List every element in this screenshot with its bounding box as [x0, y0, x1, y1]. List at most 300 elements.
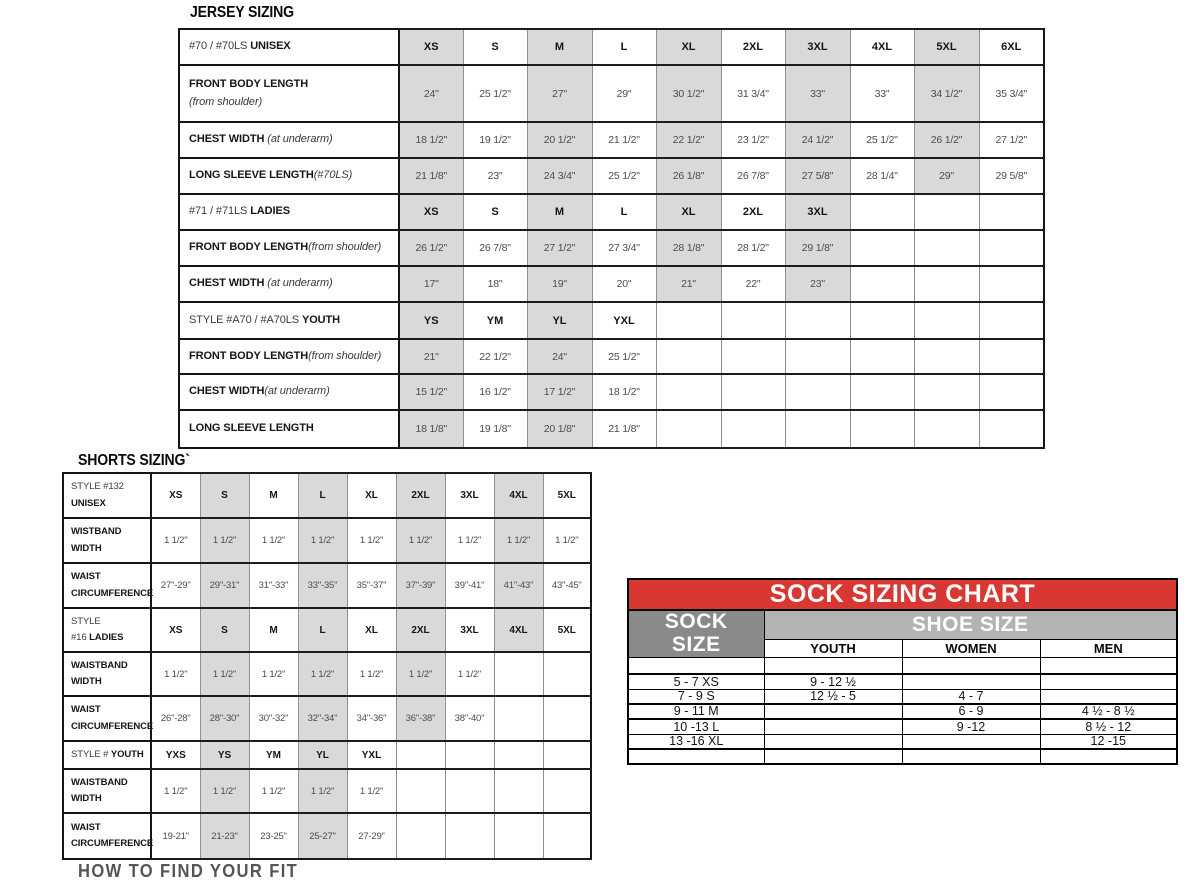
size-value-cell [543, 813, 591, 859]
sock-cell [764, 734, 902, 749]
size-value-cell [494, 813, 543, 859]
size-value-cell: 17 1/2" [527, 374, 592, 410]
size-value-cell: 43"-45" [543, 563, 591, 608]
label-text: CHEST WIDTH [189, 277, 268, 290]
size-header-cell: YM [463, 302, 527, 339]
table-row [63, 696, 591, 741]
size-value-cell: 18 1/8" [399, 410, 463, 448]
size-value-cell [396, 769, 445, 813]
size-value-cell [445, 769, 494, 813]
size-header-cell: M [249, 473, 298, 518]
size-value-cell: 31 3/4" [721, 65, 785, 122]
size-value-cell: 28 1/2" [721, 230, 785, 266]
jersey-sizing-table [178, 28, 1045, 449]
sock-row [628, 734, 1177, 749]
size-value-cell: 27 5/8" [785, 158, 850, 194]
row-label-cell [179, 266, 399, 302]
size-value-cell: 34 1/2" [914, 65, 979, 122]
size-value-cell: 22 1/2" [656, 122, 721, 158]
size-header-cell: 2XL [721, 29, 785, 65]
size-value-cell: 20" [592, 266, 656, 302]
label-text: UNISEX [71, 497, 106, 509]
label-text: LONG SLEEVE LENGTH [189, 169, 314, 182]
size-header-cell: 4XL [494, 608, 543, 652]
size-value-cell: 19 1/8" [463, 410, 527, 448]
size-value-cell: 35"-37" [347, 563, 396, 608]
size-value-cell: 28 1/8" [656, 230, 721, 266]
table-row [63, 518, 591, 563]
row-label-cell [63, 518, 151, 563]
row-label-cell [179, 122, 399, 158]
sock-cell: 9 -12 [902, 719, 1040, 734]
size-header-cell: YS [200, 741, 249, 769]
row-label-cell [63, 741, 151, 769]
size-header-cell: M [527, 194, 592, 230]
size-value-cell [785, 374, 850, 410]
size-header-cell [721, 302, 785, 339]
sock-row [628, 719, 1177, 734]
size-header-cell: 2XL [396, 473, 445, 518]
jersey-sizing-title: JERSEY SIZING [190, 4, 294, 21]
sock-cell: 7 - 9 S [628, 689, 764, 704]
sock-chart-title: SOCK SIZING CHART [628, 579, 1177, 610]
label-text: (at underarm) [264, 385, 330, 398]
size-header-cell: 5XL [914, 29, 979, 65]
size-value-cell: 1 1/2" [445, 518, 494, 563]
size-value-cell: 27 3/4" [592, 230, 656, 266]
label-text: CHEST WIDTH [189, 133, 268, 146]
size-value-cell: 29" [914, 158, 979, 194]
size-value-cell [914, 266, 979, 302]
sock-cell [902, 657, 1040, 674]
size-value-cell [656, 410, 721, 448]
size-value-cell: 1 1/2" [445, 652, 494, 696]
size-header-cell: 3XL [785, 194, 850, 230]
size-header-cell: 5XL [543, 608, 591, 652]
label-text: WAISTBAND [71, 659, 128, 671]
size-value-cell: 26 7/8" [463, 230, 527, 266]
size-value-cell: 22" [721, 266, 785, 302]
table-row [63, 473, 591, 518]
label-text: CIRCUMFERENCE [71, 587, 154, 599]
size-value-cell: 33" [785, 65, 850, 122]
size-value-cell: 24" [527, 339, 592, 374]
size-header-cell: XL [347, 473, 396, 518]
size-value-cell: 25 1/2" [463, 65, 527, 122]
size-value-cell: 1 1/2" [151, 769, 200, 813]
sock-cell [764, 719, 902, 734]
label-text: STYLE #132 [71, 481, 124, 493]
size-header-cell: L [592, 194, 656, 230]
size-header-cell: YXL [592, 302, 656, 339]
size-header-cell: 6XL [979, 29, 1044, 65]
size-value-cell: 25 1/2" [850, 122, 914, 158]
table-row [63, 741, 591, 769]
size-header-cell: L [298, 608, 347, 652]
size-header-cell [656, 302, 721, 339]
label-text: LADIES [250, 205, 290, 218]
size-value-cell: 19" [527, 266, 592, 302]
table-row [179, 29, 1044, 65]
size-value-cell: 23-25" [249, 813, 298, 859]
size-header-cell: 2XL [721, 194, 785, 230]
row-label-cell [63, 813, 154, 859]
table-row [179, 339, 1044, 374]
size-header-cell [543, 741, 591, 769]
size-header-cell: S [463, 29, 527, 65]
size-value-cell [445, 813, 494, 859]
size-value-cell: 30"-32" [249, 696, 298, 741]
label-text: (#70LS) [313, 169, 353, 182]
size-value-cell: 27-29" [347, 813, 396, 859]
table-row [63, 769, 591, 813]
row-label-cell [179, 339, 399, 374]
sock-size-line1: SOCK [664, 610, 728, 634]
size-value-cell: 35 3/4" [979, 65, 1044, 122]
size-value-cell: 26 1/8" [656, 158, 721, 194]
size-value-cell [979, 374, 1044, 410]
size-header-cell: XL [656, 29, 721, 65]
label-text: WAISTBAND [71, 776, 128, 788]
table-row [179, 65, 1044, 122]
size-value-cell: 25-27" [298, 813, 347, 859]
sock-cell: 9 - 11 M [628, 704, 764, 719]
sock-cell [764, 657, 902, 674]
size-header-cell: YL [527, 302, 592, 339]
size-header-cell: XS [399, 29, 463, 65]
size-value-cell [914, 230, 979, 266]
size-value-cell: 30 1/2" [656, 65, 721, 122]
size-header-cell: 2XL [396, 608, 445, 652]
size-value-cell: 22 1/2" [463, 339, 527, 374]
table-row [63, 813, 591, 859]
size-value-cell: 37"-39" [396, 563, 445, 608]
size-header-cell [494, 741, 543, 769]
label-text: WAIST [71, 821, 101, 833]
size-value-cell: 27" [527, 65, 592, 122]
size-value-cell: 38"-40" [445, 696, 494, 741]
size-value-cell: 23" [463, 158, 527, 194]
size-header-cell: 4XL [850, 29, 914, 65]
size-value-cell [721, 339, 785, 374]
label-text: LONG SLEEVE LENGTH [189, 422, 314, 435]
size-value-cell: 29 1/8" [785, 230, 850, 266]
sock-cell [764, 749, 902, 764]
sock-cell [1040, 674, 1177, 689]
size-value-cell [979, 410, 1044, 448]
row-label-cell [63, 473, 151, 518]
row-label-cell [63, 563, 154, 608]
size-value-cell: 34"-36" [347, 696, 396, 741]
size-value-cell [979, 339, 1044, 374]
row-label-cell [179, 29, 399, 65]
size-value-cell [721, 374, 785, 410]
shorts-sizing-title: SHORTS SIZING` [78, 452, 190, 469]
sock-cell [1040, 749, 1177, 764]
size-value-cell: 1 1/2" [396, 518, 445, 563]
sock-cell: 8 ½ - 12 [1040, 719, 1177, 734]
size-value-cell: 1 1/2" [494, 518, 543, 563]
size-value-cell: 18 1/2" [399, 122, 463, 158]
label-text: WISTBAND [71, 526, 122, 538]
size-value-cell: 21 1/2" [592, 122, 656, 158]
label-text: FRONT BODY LENGTH [189, 241, 309, 254]
size-value-cell: 1 1/2" [347, 652, 396, 696]
size-value-cell [979, 230, 1044, 266]
label-text: (from shoulder) [189, 95, 263, 108]
sock-cell [1040, 689, 1177, 704]
sock-cell [628, 749, 764, 764]
size-value-cell: 19-21" [151, 813, 200, 859]
row-label-cell [179, 374, 399, 410]
size-header-cell: XS [151, 608, 200, 652]
size-header-cell: L [298, 473, 347, 518]
size-value-cell: 28"-30" [200, 696, 249, 741]
size-value-cell [396, 813, 445, 859]
row-label-cell [179, 158, 399, 194]
size-value-cell [656, 374, 721, 410]
size-value-cell [914, 374, 979, 410]
size-value-cell: 26 7/8" [721, 158, 785, 194]
size-value-cell: 36"-38" [396, 696, 445, 741]
size-value-cell: 24 1/2" [785, 122, 850, 158]
label-text: STYLE # [71, 748, 111, 760]
size-value-cell [914, 410, 979, 448]
size-value-cell: 27 1/2" [979, 122, 1044, 158]
label-text: CIRCUMFERENCE [71, 838, 154, 849]
size-header-cell [914, 194, 979, 230]
size-value-cell: 21" [399, 339, 463, 374]
label-text: #70 / #70LS [189, 40, 251, 53]
table-row [179, 266, 1044, 302]
size-header-cell: YL [298, 741, 347, 769]
size-header-cell: S [200, 608, 249, 652]
sock-cell: 5 - 7 XS [628, 674, 764, 689]
size-value-cell: 27 1/2" [527, 230, 592, 266]
label-text: (at underarm) [267, 133, 333, 146]
size-value-cell [494, 769, 543, 813]
sock-cell [1040, 657, 1177, 674]
table-row [179, 410, 1044, 448]
size-value-cell: 26 1/2" [399, 230, 463, 266]
size-header-cell: S [200, 473, 249, 518]
size-value-cell: 25 1/2" [592, 158, 656, 194]
size-value-cell: 1 1/2" [298, 652, 347, 696]
size-value-cell: 31"-33" [249, 563, 298, 608]
label-text: WAIST [71, 704, 101, 716]
row-label-cell [179, 302, 399, 339]
label-text: YOUTH [110, 748, 144, 760]
size-header-cell: 4XL [494, 473, 543, 518]
table-row [179, 374, 1044, 410]
size-header-cell [785, 302, 850, 339]
label-text: WIDTH [71, 676, 102, 687]
size-value-cell: 21 1/8" [399, 158, 463, 194]
label-text: (at underarm) [267, 277, 333, 290]
row-label-cell [63, 652, 151, 696]
label-text: FRONT BODY LENGTH [189, 349, 309, 362]
size-header-cell: M [249, 608, 298, 652]
size-value-cell: 29"-31" [200, 563, 249, 608]
sock-cell: 10 -13 L [628, 719, 764, 734]
label-text: FRONT BODY LENGTH [189, 78, 309, 91]
sock-cell: 12 -15 [1040, 734, 1177, 749]
size-header-cell [396, 741, 445, 769]
sock-row [628, 674, 1177, 689]
size-value-cell [543, 652, 591, 696]
clipped-bottom-heading [78, 861, 398, 881]
size-value-cell [656, 339, 721, 374]
label-text: (from shoulder) [308, 349, 382, 362]
size-header-cell: 3XL [445, 608, 494, 652]
table-row [63, 652, 591, 696]
size-header-cell: XL [347, 608, 396, 652]
size-value-cell [543, 696, 591, 741]
sock-cell [902, 674, 1040, 689]
size-header-cell [850, 302, 914, 339]
size-value-cell: 17" [399, 266, 463, 302]
size-value-cell [850, 339, 914, 374]
size-value-cell: 1 1/2" [200, 769, 249, 813]
size-header-cell: L [592, 29, 656, 65]
subheader-women: WOMEN [902, 639, 1040, 657]
size-header-cell: 5XL [543, 473, 591, 518]
sock-row [628, 689, 1177, 704]
sock-size-line2: SIZE [671, 632, 721, 656]
size-value-cell: 41"-43" [494, 563, 543, 608]
size-value-cell: 26 1/2" [914, 122, 979, 158]
size-value-cell: 1 1/2" [249, 769, 298, 813]
size-header-cell [850, 194, 914, 230]
subheader-youth: YOUTH [764, 639, 902, 657]
sock-header-row [628, 610, 1177, 639]
size-header-cell [979, 194, 1044, 230]
size-value-cell [494, 696, 543, 741]
label-text: CHEST WIDTH [189, 385, 265, 398]
table-row [179, 194, 1044, 230]
size-value-cell [785, 410, 850, 448]
size-value-cell: 1 1/2" [249, 652, 298, 696]
size-value-cell: 18 1/2" [592, 374, 656, 410]
size-value-cell: 19 1/2" [463, 122, 527, 158]
size-value-cell: 1 1/2" [347, 518, 396, 563]
row-label-cell [179, 194, 399, 230]
label-text: CIRCUMFERENCE [71, 720, 154, 732]
label-text: WIDTH [71, 793, 102, 804]
size-value-cell: 29" [592, 65, 656, 122]
sock-cell: 13 -16 XL [628, 734, 764, 749]
label-text: #71 / #71LS [189, 205, 251, 218]
sock-row [628, 749, 1177, 764]
size-value-cell: 15 1/2" [399, 374, 463, 410]
sock-cell: 9 - 12 ½ [764, 674, 902, 689]
size-value-cell: 28 1/4" [850, 158, 914, 194]
shoe-size-header-cell: SHOE SIZE [764, 610, 1177, 639]
label-text: (from shoulder) [308, 241, 382, 254]
size-value-cell: 39"-41" [445, 563, 494, 608]
size-header-cell: S [463, 194, 527, 230]
table-row [179, 122, 1044, 158]
sock-cell [902, 734, 1040, 749]
size-value-cell: 24" [399, 65, 463, 122]
size-value-cell: 1 1/2" [200, 652, 249, 696]
size-value-cell: 1 1/2" [151, 652, 200, 696]
table-row [63, 608, 591, 652]
size-value-cell [914, 339, 979, 374]
size-value-cell: 1 1/2" [396, 652, 445, 696]
shorts-sizing-table [62, 472, 592, 860]
size-value-cell [543, 769, 591, 813]
size-value-cell: 32"-34" [298, 696, 347, 741]
size-header-cell: M [527, 29, 592, 65]
size-header-cell: YXS [151, 741, 200, 769]
sock-cell: 12 ½ - 5 [764, 689, 902, 704]
size-header-cell: YS [399, 302, 463, 339]
size-value-cell: 1 1/2" [200, 518, 249, 563]
size-header-cell: YM [249, 741, 298, 769]
size-value-cell [850, 410, 914, 448]
sock-cell [764, 704, 902, 719]
subheader-men: MEN [1040, 639, 1177, 657]
sock-size-header-cell [628, 610, 764, 657]
size-header-cell: 3XL [785, 29, 850, 65]
row-label-cell [63, 696, 154, 741]
size-value-cell: 1 1/2" [298, 769, 347, 813]
sock-sizing-chart [627, 578, 1178, 765]
label-text: STYLE #A70 / #A70LS [189, 313, 302, 326]
table-row [179, 158, 1044, 194]
size-value-cell: 1 1/2" [543, 518, 591, 563]
sock-cell: 4 ½ - 8 ½ [1040, 704, 1177, 719]
size-header-cell [914, 302, 979, 339]
size-value-cell: 16 1/2" [463, 374, 527, 410]
table-row [179, 230, 1044, 266]
row-label-cell [179, 230, 399, 266]
size-value-cell [785, 339, 850, 374]
size-value-cell: 25 1/2" [592, 339, 656, 374]
label-text: WIDTH [71, 542, 102, 554]
size-value-cell: 1 1/2" [298, 518, 347, 563]
size-value-cell: 26"-28" [151, 696, 200, 741]
size-value-cell: 1 1/2" [249, 518, 298, 563]
row-label-cell [63, 608, 151, 652]
sock-row [628, 657, 1177, 674]
label-text: #16 [71, 632, 90, 643]
size-header-cell: YXL [347, 741, 396, 769]
size-header-cell [445, 741, 494, 769]
size-value-cell: 29 5/8" [979, 158, 1044, 194]
size-value-cell [850, 230, 914, 266]
size-header-cell: XS [399, 194, 463, 230]
sock-row [628, 704, 1177, 719]
size-value-cell: 18" [463, 266, 527, 302]
sock-banner-row [628, 579, 1177, 610]
size-value-cell [850, 374, 914, 410]
row-label-cell [179, 410, 399, 448]
label-text: UNISEX [250, 40, 291, 53]
sock-cell: 6 - 9 [902, 704, 1040, 719]
label-text: WAIST [71, 571, 101, 583]
size-value-cell [979, 266, 1044, 302]
size-value-cell: 1 1/2" [151, 518, 200, 563]
row-label-cell [63, 769, 151, 813]
size-value-cell: 20 1/8" [527, 410, 592, 448]
size-value-cell [850, 266, 914, 302]
size-value-cell: 21-23" [200, 813, 249, 859]
size-header-cell: XL [656, 194, 721, 230]
table-row [63, 563, 591, 608]
size-value-cell [494, 652, 543, 696]
